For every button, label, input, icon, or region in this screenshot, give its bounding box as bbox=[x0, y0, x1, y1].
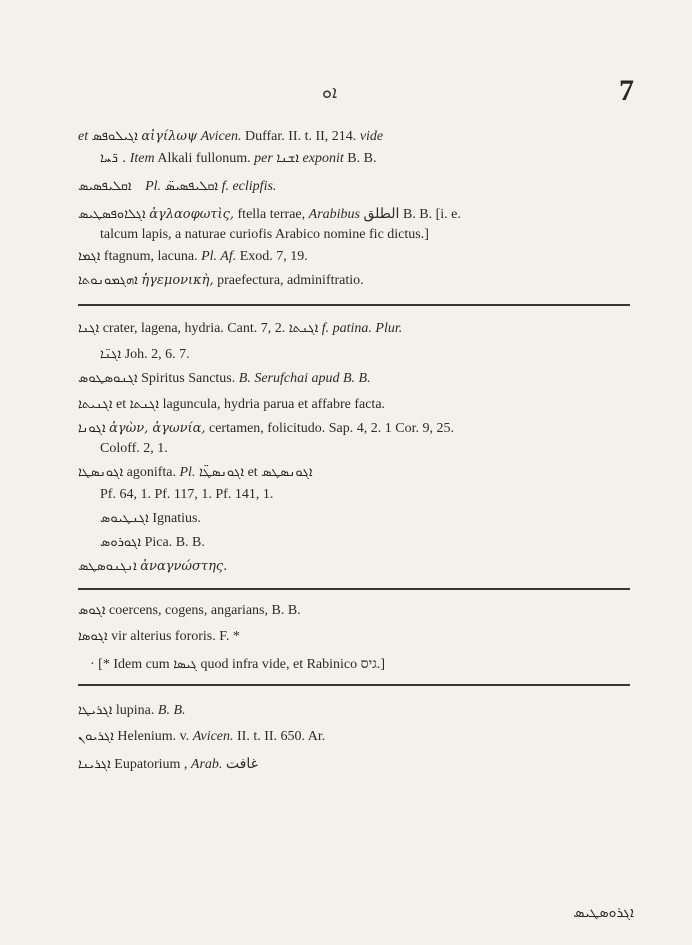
citation: B. B. bbox=[347, 151, 377, 166]
entry-line bbox=[78, 272, 638, 290]
citation: Duffar. II. t. II, 214. bbox=[244, 129, 357, 144]
plural-label: Plur. bbox=[375, 321, 403, 336]
entry-line bbox=[78, 602, 638, 620]
note-text: quod infra vide, et Rabinico bbox=[200, 657, 358, 672]
entry-line bbox=[90, 656, 650, 674]
hebrew-term: גיס bbox=[360, 657, 377, 672]
syriac-term: ܐܩܠܝܦܣܝܣ bbox=[78, 179, 132, 194]
syriac-term: ܐܓܘܢܣܛܣ bbox=[261, 465, 313, 480]
entry-line bbox=[78, 728, 638, 746]
plural-label: Pl. bbox=[179, 465, 196, 480]
greek-term: ἀγὼν, ἀγωνία, bbox=[109, 421, 206, 436]
plural-label: Pl. bbox=[145, 179, 162, 194]
plural-label: Pl. Af. bbox=[201, 249, 237, 264]
per-word: per bbox=[254, 151, 273, 166]
citation: 1 Cor. 9, 25. bbox=[384, 421, 454, 436]
syriac-term: ܐܓܢܐ bbox=[78, 321, 100, 336]
greek-term: ἀναγνώστης. bbox=[140, 559, 228, 574]
definition: vir alterius fororis. bbox=[111, 629, 216, 644]
syriac-term: ܐܓܪܝܢܐ bbox=[78, 757, 111, 772]
definition: laguncula, hydria parua et affabre facta. bbox=[162, 397, 386, 412]
syriac-term: ܐܓܘܣܐ bbox=[78, 629, 108, 644]
page-number: 7 bbox=[619, 74, 634, 107]
citation: Pf. 64, 1. Pf. 117, 1. Pf. 141, 1. bbox=[100, 487, 274, 502]
entry-line bbox=[100, 486, 640, 504]
syriac-term: ܐܓܪܝܘܢ bbox=[78, 729, 114, 744]
entry-line bbox=[78, 702, 638, 720]
arabic-term: غافت bbox=[225, 757, 258, 772]
entry-line bbox=[100, 440, 640, 458]
syriac-term: ܐܓܢܬܐ bbox=[129, 397, 160, 412]
arabibus-word: Arabibus bbox=[308, 207, 360, 222]
citation: B. B. bbox=[271, 603, 301, 618]
note-text: talcum lapis, a naturae curiofis Arabico nomine fic dictus.] bbox=[100, 227, 429, 242]
syriac-term: ܐܓܘܢܐ bbox=[78, 421, 106, 436]
item-word: Item bbox=[129, 151, 155, 166]
citation: Joh. 2, 6. 7. bbox=[124, 347, 190, 362]
syriac-term: ܐܓܝܠܘܦܣ bbox=[91, 129, 138, 144]
definition: f. patina. bbox=[321, 321, 372, 336]
citation: Exod. 7, 19. bbox=[239, 249, 308, 264]
citation: B. B. bbox=[157, 703, 186, 718]
entry-line bbox=[78, 558, 638, 576]
arabic-term: الطلق bbox=[363, 207, 400, 222]
section-rule bbox=[78, 684, 630, 686]
citation: II. t. II. 650. Ar. bbox=[237, 729, 326, 744]
definition: Helenium. bbox=[117, 729, 177, 744]
entry-line bbox=[78, 756, 638, 774]
citation: Coloff. 2, 1. bbox=[100, 441, 168, 456]
citation: Sap. 4, 2. bbox=[328, 421, 382, 436]
entry-line bbox=[78, 370, 638, 388]
definition: certamen, folicitudo. bbox=[209, 421, 326, 436]
definition: Alkali fullonum. bbox=[157, 151, 251, 166]
definition: lupina. bbox=[115, 703, 155, 718]
definition: f. eclipfis. bbox=[221, 179, 277, 194]
citation: B. B. bbox=[175, 535, 205, 550]
section-rule bbox=[78, 304, 630, 306]
definition: crater, lagena, hydria. bbox=[102, 321, 224, 336]
definition: ftella terrae, bbox=[237, 207, 306, 222]
citation: B. B. bbox=[402, 207, 433, 222]
entry-line bbox=[100, 150, 640, 168]
entry-line bbox=[78, 320, 638, 338]
syriac-term: ܐܓܘܢܣܛ̈ܐ bbox=[198, 465, 245, 480]
entry-line bbox=[78, 420, 638, 438]
syriac-term: ܪ݁ܚܐ . bbox=[100, 151, 127, 166]
syriac-term: ܐܢܓܢܘܣܛܣ bbox=[78, 559, 137, 574]
entry-line bbox=[78, 178, 638, 196]
entry-line bbox=[78, 396, 638, 414]
entry-line bbox=[78, 248, 638, 266]
greek-term: ἡγεμονικὴ, bbox=[141, 273, 214, 288]
syriac-term: ܐܫܢܐ bbox=[276, 151, 300, 166]
citation: F. * bbox=[219, 629, 240, 644]
syriac-term: ܐܓܢܬܐ bbox=[288, 321, 319, 336]
definition: praefectura, adminiftratio. bbox=[217, 273, 364, 288]
crossref-word: v. bbox=[179, 729, 190, 744]
syriac-term: ܐܓܢܛܝܘܣ bbox=[100, 511, 149, 526]
syriac-term: ܐܗܓܡܘܢܘܬܐ bbox=[78, 273, 138, 288]
syriac-term: ܐܓܪܝܛܐ bbox=[78, 703, 113, 718]
definition: coercens, cogens, angarians, bbox=[109, 603, 268, 618]
definition: Eupatorium , bbox=[114, 757, 188, 772]
syriac-term: ܐܓܢܝܬܐ bbox=[78, 397, 113, 412]
definition: Pica. bbox=[144, 535, 173, 550]
connector: et bbox=[247, 465, 258, 480]
definition: Spiritus Sanctus. bbox=[141, 371, 236, 386]
catchword: ܐܓܪܘܣܛܝܣ bbox=[573, 905, 634, 921]
syriac-term: ܐܓܡܐ bbox=[78, 249, 101, 264]
syriac-term: ܓܝܣܐ bbox=[173, 657, 197, 672]
entry-line bbox=[78, 464, 638, 482]
syriac-term: ܐܓܘܢܣܛܐ bbox=[78, 465, 124, 480]
syriac-term: ܐܓܠܐܘܦܣܛܝܣ bbox=[78, 207, 146, 222]
syriac-term: ܐܓܢ̈ܐ bbox=[100, 347, 122, 362]
entry-line bbox=[100, 534, 640, 552]
syriac-term: ܐܓܘܪܘܣ bbox=[100, 535, 142, 550]
definition: Ignatius. bbox=[152, 511, 201, 526]
entry-line bbox=[100, 346, 640, 364]
connector: et bbox=[115, 397, 127, 412]
entry-line bbox=[78, 628, 638, 646]
entry-line bbox=[100, 226, 640, 244]
exponit-word: exponit bbox=[302, 151, 344, 166]
source-ref: Avicen. bbox=[192, 729, 234, 744]
note-end: .] bbox=[376, 657, 386, 672]
entry-line bbox=[78, 206, 638, 224]
note-start: [i. e. bbox=[435, 207, 461, 222]
citation: Cant. 7, 2. bbox=[227, 321, 286, 336]
definition: agonifta. bbox=[126, 465, 176, 480]
arab-label: Arab. bbox=[190, 757, 223, 772]
syriac-term: ܐܩܠܝܦܣܝܣ̈ bbox=[164, 179, 219, 194]
crossref-word: vide bbox=[359, 129, 384, 144]
running-header: ܐܘ bbox=[322, 82, 338, 103]
entry-line bbox=[78, 128, 638, 146]
definition: ftagnum, lacuna. bbox=[103, 249, 198, 264]
section-rule bbox=[78, 588, 630, 590]
greek-term: ἀγλαοφωτὶς, bbox=[149, 207, 235, 222]
note-start: · [* Idem cum bbox=[90, 657, 170, 672]
greek-term: αἰγίλωψ bbox=[141, 129, 198, 144]
syriac-term: ܐܓܢܘܣܛܘܣ bbox=[78, 371, 138, 386]
entry-line bbox=[100, 510, 640, 528]
lead-word: et bbox=[78, 129, 89, 144]
source-ref: Avicen. bbox=[200, 129, 242, 144]
syriac-term: ܐܓܘܣ bbox=[78, 603, 106, 618]
citation: B. Serufchai apud B. B. bbox=[238, 371, 371, 386]
